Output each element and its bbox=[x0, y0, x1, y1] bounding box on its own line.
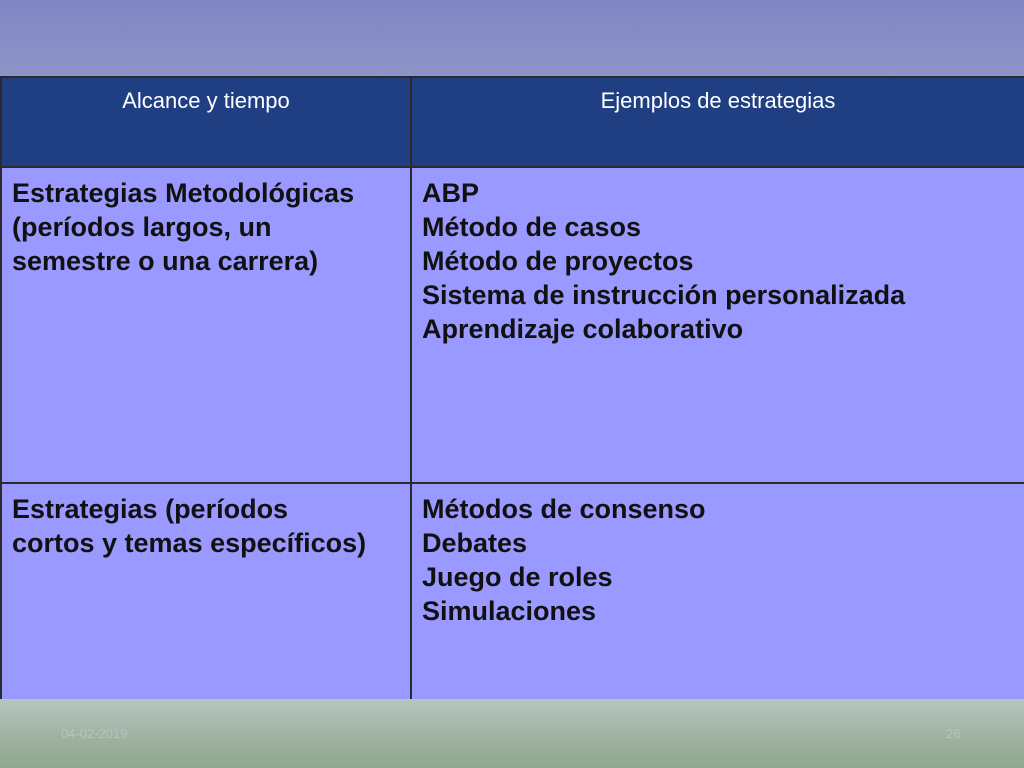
example-item: Método de casos bbox=[422, 212, 642, 242]
examples-list bbox=[412, 168, 1024, 346]
example-item: Métodos de consenso bbox=[422, 494, 706, 524]
category-line: semestre o una carrera) bbox=[12, 246, 319, 276]
category-cell bbox=[1, 483, 411, 703]
examples-cell bbox=[411, 483, 1024, 703]
examples-list bbox=[412, 484, 1024, 628]
strategy-table bbox=[0, 76, 1024, 704]
footer-page-number: 26 bbox=[946, 726, 961, 741]
top-band bbox=[0, 0, 1024, 76]
example-item: Aprendizaje colaborativo bbox=[422, 314, 744, 344]
table-row bbox=[1, 483, 1024, 703]
header-row bbox=[1, 77, 1024, 167]
footer-date: 04-02-2019 bbox=[61, 726, 128, 741]
category-line: (períodos largos, un bbox=[12, 212, 272, 242]
header-strategy-examples: Ejemplos de estrategias bbox=[411, 77, 1024, 167]
example-item: ABP bbox=[422, 178, 480, 208]
strategy-table-wrap bbox=[0, 76, 1024, 700]
category-line: cortos y temas específicos) bbox=[12, 528, 367, 558]
example-item: Sistema de instrucción personalizada bbox=[422, 280, 906, 310]
example-item: Juego de roles bbox=[422, 562, 613, 592]
header-scope-time: Alcance y tiempo bbox=[1, 77, 411, 167]
category-cell bbox=[1, 167, 411, 483]
category-line: Estrategias (períodos bbox=[12, 494, 289, 524]
examples-cell bbox=[411, 167, 1024, 483]
example-item: Simulaciones bbox=[422, 596, 597, 626]
category-text bbox=[2, 168, 410, 278]
bottom-band bbox=[0, 699, 1024, 768]
example-item: Debates bbox=[422, 528, 528, 558]
category-text bbox=[2, 484, 410, 560]
category-line: Estrategias Metodológicas bbox=[12, 178, 355, 208]
example-item: Método de proyectos bbox=[422, 246, 694, 276]
table-row bbox=[1, 167, 1024, 483]
